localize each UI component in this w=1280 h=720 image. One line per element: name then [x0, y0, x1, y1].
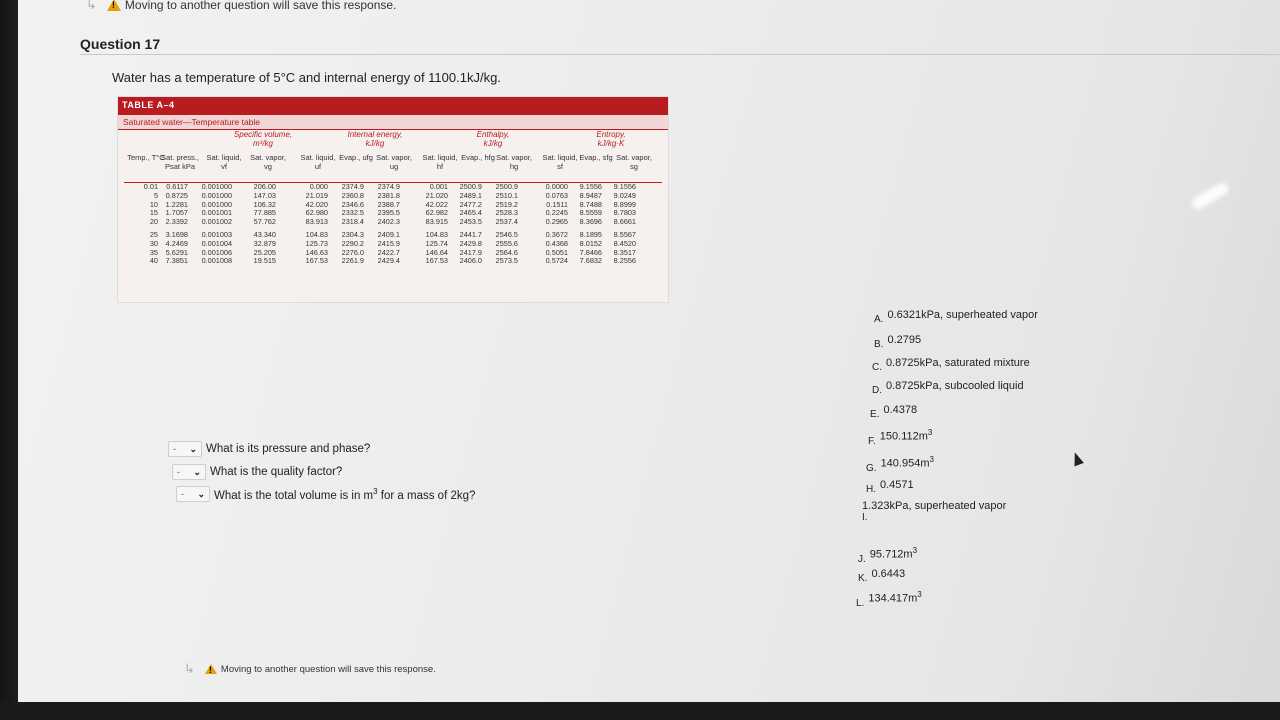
- table-cell: 146.64: [425, 247, 448, 257]
- answer-option: [868, 428, 932, 447]
- table-cell: 0.001003: [201, 229, 232, 239]
- option-letter: G.: [866, 462, 877, 474]
- option-letter: H.: [866, 484, 876, 495]
- answer-option: [870, 404, 917, 420]
- answer-option: [874, 309, 1038, 325]
- table-cell: 8.7803: [613, 208, 636, 218]
- option-letter: F.: [868, 435, 876, 447]
- question-prompt: Water has a temperature of 5°C and internal energy of 1100.1kJ/kg.: [112, 70, 501, 85]
- group-internal-energy: Internal energy, kJ/kg: [347, 130, 403, 148]
- table-column-header: Evap., ufg: [339, 153, 373, 162]
- table-cell: 8.9487: [579, 190, 602, 200]
- table-cell: 0.0763: [545, 190, 568, 200]
- table-column-header: Sat. press., Psat kPa: [161, 153, 199, 171]
- table-cell: 2441.7: [459, 229, 482, 239]
- table-cell: 20: [149, 217, 158, 227]
- top-save-warning-text: Moving to another question will save this response.: [124, 0, 397, 12]
- table-cell: 0.2245: [545, 208, 568, 218]
- question-divider: [80, 54, 1280, 55]
- table-cell: 2500.9: [459, 182, 482, 191]
- table-cell: 25.205: [253, 247, 276, 257]
- table-cell: 2422.7: [377, 247, 400, 257]
- table-cell: 2.3392: [165, 217, 188, 227]
- option-text: 0.6443: [871, 568, 906, 580]
- option-letter: J.: [858, 553, 866, 565]
- table-column-header: Sat. vapor, vg: [250, 153, 286, 171]
- table-cell: 0.2965: [545, 217, 568, 227]
- option-letter: K.: [858, 573, 868, 584]
- table-cell: 8.5559: [579, 208, 602, 218]
- table-cell: 8.6661: [613, 217, 636, 227]
- table-cell: 147.03: [253, 190, 276, 200]
- table-cell: 2409.1: [377, 229, 400, 239]
- quality-factor-row: [172, 464, 342, 480]
- table-cell: 77.885: [253, 208, 276, 218]
- table-cell: 19.515: [253, 256, 276, 266]
- table-cell: 2402.3: [377, 217, 400, 227]
- table-cell: 0.001000: [201, 182, 232, 191]
- option-text: 0.2795: [887, 334, 922, 346]
- option-text: 0.6321kPa, superheated vapor: [887, 309, 1038, 321]
- answer-option: [866, 455, 934, 474]
- option-text: 95.712m: [869, 548, 913, 561]
- table-cell: 125.74: [425, 238, 448, 248]
- pressure-phase-row: [168, 441, 370, 457]
- table-cell: 8.5567: [613, 229, 636, 239]
- table-cell: 4.2469: [165, 238, 188, 248]
- table-cell: 32.879: [253, 238, 276, 248]
- table-cell: 8.3696: [579, 217, 602, 227]
- answer-option: [858, 568, 905, 584]
- answer-option: [858, 546, 917, 565]
- table-cell: 2573.5: [495, 256, 518, 266]
- option-text: 140.954m: [880, 457, 930, 470]
- table-cell: 0.001000: [201, 190, 232, 200]
- table-cell: 2564.6: [495, 247, 518, 257]
- option-text: 0.4571: [880, 479, 914, 491]
- option-text: 0.8725kPa, saturated mixture: [886, 357, 1030, 369]
- table-cell: 2395.5: [377, 208, 400, 218]
- table-cell: 8.4520: [613, 238, 636, 248]
- table-subtitle: Saturated water—Temperature table: [118, 115, 668, 130]
- option-superscript: 3: [912, 546, 918, 555]
- table-cell: 2381.8: [377, 190, 400, 200]
- table-cell: 2519.2: [495, 199, 518, 209]
- table-cell: 2304.3: [341, 229, 364, 239]
- table-cell: 7.6832: [579, 256, 602, 266]
- answer-option: [866, 479, 914, 495]
- table-column-header: Evap., hfg: [461, 153, 495, 162]
- table-cell: 2429.8: [459, 238, 482, 248]
- table-cell: 21.019: [305, 190, 328, 200]
- chevron-down-icon: ⌄: [193, 466, 201, 477]
- chevron-down-icon: ⌄: [189, 443, 197, 454]
- return-arrow-icon: ↳: [86, 0, 97, 12]
- pressure-phase-label: What is its pressure and phase?: [206, 443, 371, 455]
- table-cell: 1.2281: [165, 199, 188, 209]
- table-cell: 106.32: [253, 199, 276, 209]
- table-cell: 2332.5: [341, 208, 364, 218]
- bottom-save-warning-text: Moving to another question will save this response.: [220, 663, 436, 675]
- table-cell: 35: [149, 247, 158, 257]
- answer-option: [874, 334, 921, 350]
- table-cell: 0.001: [429, 182, 448, 191]
- table-cell: 0.001006: [201, 247, 232, 257]
- table-cell: 125.73: [305, 238, 328, 248]
- table-cell: 40: [149, 256, 158, 266]
- option-letter: C.: [872, 362, 882, 373]
- table-cell: 146.63: [305, 247, 328, 257]
- table-cell: 5.6291: [165, 247, 188, 257]
- table-cell: 2290.2: [341, 238, 364, 248]
- warning-icon: [205, 664, 217, 674]
- table-cell: 0.001000: [201, 199, 232, 209]
- table-column-header: Sat. vapor, hg: [496, 153, 532, 171]
- total-volume-select[interactable]: - ⌄: [176, 486, 210, 502]
- table-cell: 2276.0: [341, 247, 364, 257]
- table-cell: 57.762: [253, 217, 276, 227]
- table-cell: 2465.4: [459, 208, 482, 218]
- table-cell: 0.5051: [545, 247, 568, 257]
- table-cell: 0.0000: [545, 182, 568, 191]
- bottom-save-warning: [184, 661, 436, 677]
- table-cell: 10: [149, 199, 158, 209]
- return-arrow-icon: ↳: [184, 661, 195, 676]
- table-cell: 104.83: [425, 229, 448, 239]
- table-cell: 167.53: [425, 256, 448, 266]
- table-cell: 1.7057: [165, 208, 188, 218]
- table-cell: 15: [149, 208, 158, 218]
- table-cell: 104.83: [305, 229, 328, 239]
- table-cell: 7.8466: [579, 247, 602, 257]
- option-superscript: 3: [927, 428, 933, 437]
- table-cell: 30: [149, 238, 158, 248]
- table-cell: 2429.4: [377, 256, 400, 266]
- table-cell: 0.3672: [545, 229, 568, 239]
- option-text: 0.8725kPa, subcooled liquid: [886, 380, 1024, 392]
- steam-table-image: [118, 97, 668, 302]
- table-cell: 0.4368: [545, 238, 568, 248]
- group-entropy: Entropy, kJ/kg·K: [596, 130, 626, 148]
- table-cell: 2346.6: [341, 199, 364, 209]
- table-cell: 2261.9: [341, 256, 364, 266]
- table-cell: 7.3851: [165, 256, 188, 266]
- table-row: [118, 257, 668, 266]
- table-cell: 0.001002: [201, 217, 232, 227]
- table-column-header: Sat. liquid, sf: [542, 153, 578, 171]
- table-cell: 42.020: [305, 199, 328, 209]
- table-column-header: Sat. liquid, hf: [422, 153, 458, 171]
- table-cell: 8.8999: [613, 199, 636, 209]
- option-letter: I.: [862, 512, 868, 523]
- table-column-headers: [124, 152, 662, 183]
- option-text: 150.112m: [879, 430, 928, 443]
- table-cell: 62.982: [425, 208, 448, 218]
- option-text: 1.323kPa, superheated vapor: [862, 500, 1007, 512]
- quality-factor-select[interactable]: - ⌄: [172, 464, 206, 480]
- table-cell: 2477.2: [459, 199, 482, 209]
- answer-option: [872, 380, 1024, 396]
- option-superscript: 3: [929, 455, 934, 464]
- table-column-header: Sat. liquid, vf: [206, 153, 242, 171]
- table-cell: 2406.0: [459, 256, 482, 266]
- table-cell: 8.1895: [579, 229, 602, 239]
- table-body: [118, 183, 668, 266]
- option-letter: E.: [870, 409, 880, 420]
- table-column-header: Sat. vapor, ug: [376, 153, 412, 171]
- answer-option: [856, 590, 922, 609]
- chevron-down-icon: ⌄: [197, 488, 205, 499]
- option-letter: B.: [874, 339, 884, 350]
- table-column-header: Sat. liquid, uf: [300, 153, 336, 171]
- warning-icon: [107, 0, 121, 11]
- option-letter: L.: [856, 597, 865, 609]
- table-cell: 2528.3: [495, 208, 518, 218]
- answer-option: [872, 357, 1030, 373]
- top-save-warning: [86, 0, 396, 13]
- table-cell: 2453.5: [459, 217, 482, 227]
- table-cell: 3.1698: [165, 229, 188, 239]
- monitor-bottom-edge: [0, 702, 1280, 720]
- table-cell: 0.001004: [201, 238, 232, 248]
- table-cell: 0.6117: [166, 182, 188, 191]
- table-cell: 2388.7: [377, 199, 400, 209]
- table-cell: 2415.9: [377, 238, 400, 248]
- table-cell: 2417.9: [459, 247, 482, 257]
- table-cell: 0.001008: [201, 256, 232, 266]
- table-cell: 0.000: [309, 182, 328, 191]
- table-cell: 83.915: [425, 217, 448, 227]
- table-cell: 8.2556: [613, 256, 636, 266]
- table-cell: 2500.9: [495, 182, 518, 191]
- question-heading: Question 17: [80, 36, 161, 52]
- group-specific-volume: Specific volume, m³/kg: [233, 130, 293, 148]
- table-group-headers: [118, 130, 668, 152]
- table-cell: 83.913: [305, 217, 328, 227]
- group-enthalpy: Enthalpy, kJ/kg: [476, 130, 510, 148]
- table-cell: 21.020: [425, 190, 448, 200]
- table-title: TABLE A–4: [118, 97, 668, 115]
- option-text: 134.417m: [868, 592, 918, 605]
- answer-option: [862, 500, 1006, 523]
- table-cell: 2360.8: [341, 190, 364, 200]
- table-cell: 9.1556: [579, 182, 602, 191]
- table-cell: 8.0152: [579, 238, 602, 248]
- option-letter: A.: [874, 314, 884, 325]
- table-cell: 2510.1: [495, 190, 518, 200]
- table-cell: 167.53: [305, 256, 328, 266]
- table-cell: 2318.4: [341, 217, 364, 227]
- option-letter: D.: [872, 385, 882, 396]
- table-cell: 2374.9: [377, 182, 400, 191]
- table-cell: 0.5724: [545, 256, 568, 266]
- pressure-phase-select[interactable]: - ⌄: [168, 441, 202, 457]
- table-cell: 0.01: [143, 182, 158, 191]
- quality-factor-label: What is the quality factor?: [210, 466, 343, 478]
- table-column-header: Evap., sfg: [579, 153, 613, 162]
- table-cell: 9.0249: [613, 190, 636, 200]
- table-cell: 2489.1: [459, 190, 482, 200]
- table-cell: 206.00: [253, 182, 276, 191]
- table-cell: 62.980: [305, 208, 328, 218]
- option-superscript: 3: [917, 590, 922, 599]
- table-cell: 0.8725: [165, 190, 188, 200]
- total-volume-label: What is the total volume is in $m^3$ for a mass of 2kg?: [214, 486, 476, 502]
- option-text: 0.4378: [883, 404, 918, 416]
- table-column-header: Temp., T°C: [127, 153, 165, 162]
- table-column-header: Sat. vapor, sg: [616, 153, 652, 171]
- table-cell: 9.1556: [613, 182, 636, 191]
- table-cell: 8.7488: [579, 199, 602, 209]
- total-volume-row: [176, 486, 475, 502]
- table-cell: 2537.4: [495, 217, 518, 227]
- table-cell: 25: [149, 229, 158, 239]
- table-cell: 5: [153, 190, 158, 200]
- table-cell: 2546.5: [495, 229, 518, 239]
- table-cell: 42.022: [425, 199, 448, 209]
- table-cell: 0.001001: [201, 208, 232, 218]
- table-cell: 2374.9: [341, 182, 364, 191]
- table-cell: 2555.6: [495, 238, 518, 248]
- table-cell: 0.1511: [546, 199, 568, 209]
- table-row: [118, 218, 668, 227]
- table-cell: 43.340: [253, 229, 276, 239]
- table-cell: 8.3517: [613, 247, 636, 257]
